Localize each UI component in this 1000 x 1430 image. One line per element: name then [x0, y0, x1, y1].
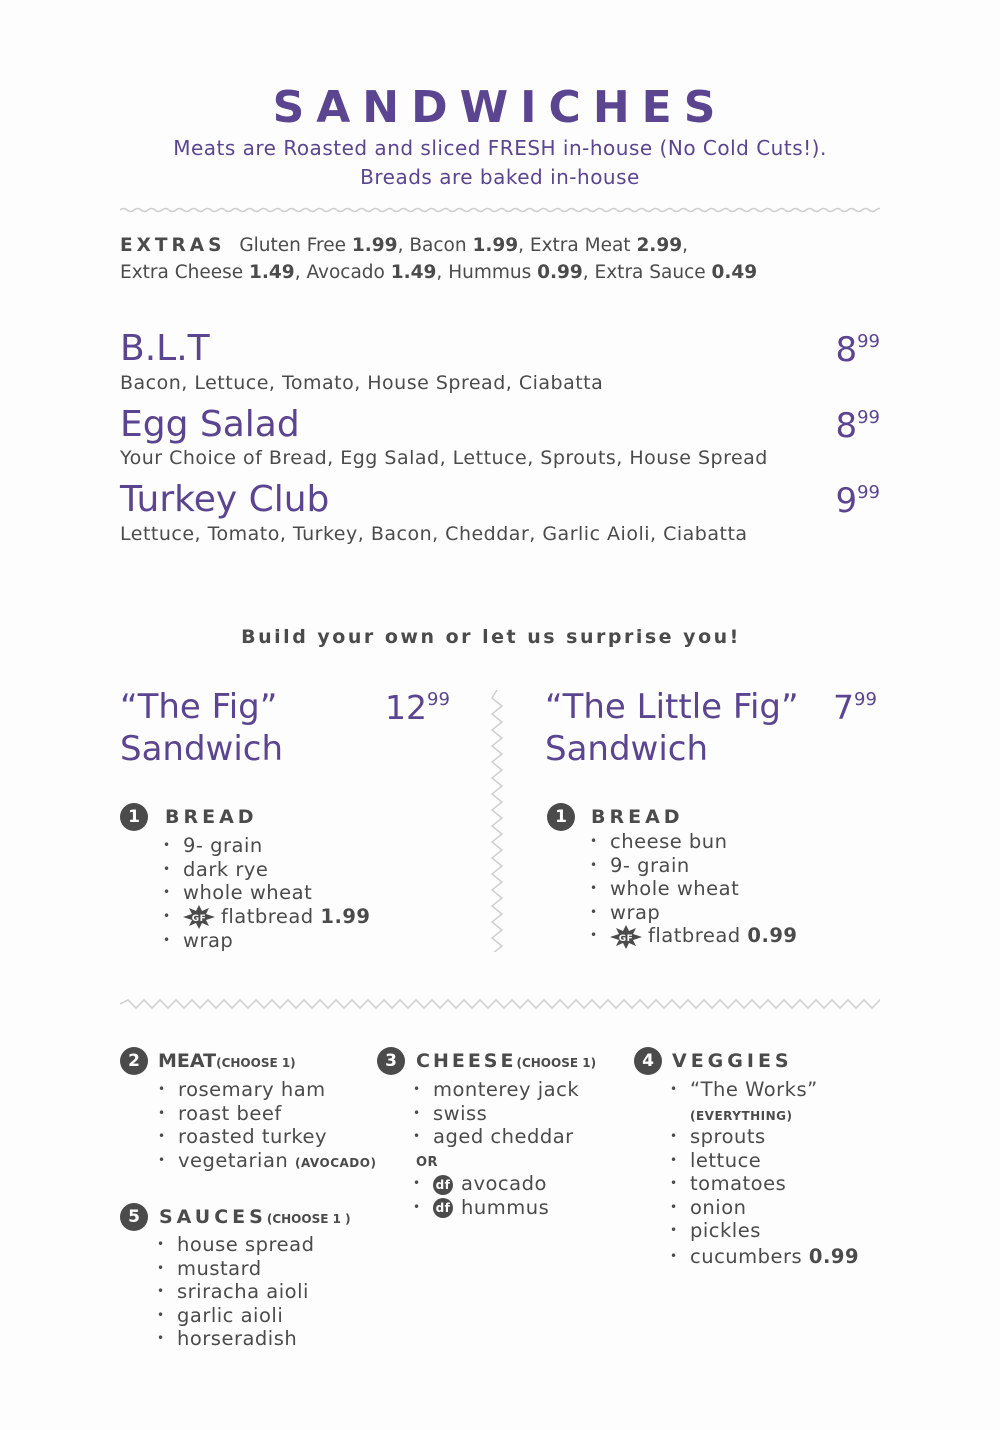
- subtitle-line-2: Breads are baked in-house: [360, 165, 640, 189]
- build-heading: Build your own or let us surprise you!: [241, 626, 741, 648]
- fig-price: $12^{99}$: [385, 688, 450, 727]
- list-item: • GF flatbread 1.99: [163, 905, 371, 930]
- step-1-badge: 1: [120, 803, 148, 831]
- svg-text:GF: • GF: [191, 914, 207, 924]
- list-item: • roast beef: [158, 1102, 376, 1126]
- list-item: • onion: [670, 1196, 859, 1220]
- list-item: • tomatoes: [670, 1172, 859, 1196]
- list-item: • pickles: [670, 1219, 859, 1243]
- little-fig-price: $7^{99}$: [833, 688, 877, 727]
- list-item: • “The Works” (EVERYTHING): [670, 1078, 859, 1125]
- list-item: • wrap: [163, 929, 371, 953]
- extras-label: EXTRAS: [120, 235, 226, 256]
- little-fig-bread-list: [590, 830, 798, 949]
- list-item: • cheese bun: [590, 830, 798, 854]
- extras-block: EXTRAS Gluten Free 1.99, Bacon 1.99, Extra Meat 2.99, Extra Cheese 1.49, Avocado 1.49, Hummus 0.99, Extra Sauce 0.49: [120, 235, 758, 283]
- list-item: • horseradish: [157, 1327, 314, 1351]
- list-item: • garlic aioli: [157, 1304, 314, 1328]
- menu-item-name: Turkey Club: [120, 479, 330, 520]
- zigzag-divider-horizontal: [120, 999, 880, 1009]
- extra-sauce: Extra Sauce 0.49: [594, 262, 758, 283]
- dairy-free-list: [413, 1172, 549, 1219]
- sauces-list: [157, 1233, 314, 1351]
- list-item: • whole wheat: [163, 881, 371, 905]
- veggies-list: [670, 1078, 859, 1268]
- fig-title: “The Fig” Sandwich: [120, 687, 284, 769]
- list-item: • house spread: [157, 1233, 314, 1257]
- list-item: • df hummus: [413, 1196, 549, 1220]
- list-item: • cucumbers 0.99: [670, 1245, 859, 1269]
- menu-item-name: B.L.T: [120, 328, 210, 369]
- cheese-heading: CHEESE(CHOOSE 1): [416, 1050, 597, 1072]
- gluten-free-icon: [183, 905, 215, 929]
- list-item: • 9- grain: [163, 834, 371, 858]
- list-item: • sprouts: [670, 1125, 859, 1149]
- list-item: • dark rye: [163, 858, 371, 882]
- menu-item-price: $8^{99}$: [835, 330, 880, 370]
- extra-cheese: Extra Cheese 1.49: [120, 262, 295, 283]
- list-item: • rosemary ham: [158, 1078, 376, 1102]
- menu-item-price: $9^{99}$: [835, 481, 880, 521]
- menu-item-description: Your Choice of Bread, Egg Salad, Lettuce, Sprouts, House Spread: [120, 447, 768, 469]
- list-item: • monterey jack: [413, 1078, 579, 1102]
- list-item: • roasted turkey: [158, 1125, 376, 1149]
- extra-meat: Extra Meat 2.99: [529, 235, 683, 256]
- dairy-free-icon: df: [433, 1198, 453, 1218]
- extra-hummus: Hummus 0.99: [448, 262, 583, 283]
- zigzag-divider-vertical: [490, 690, 504, 952]
- bread-heading: BREAD: [591, 806, 684, 828]
- menu-item-description: Lettuce, Tomato, Turkey, Bacon, Cheddar, Garlic Aioli, Ciabatta: [120, 523, 748, 545]
- subtitle-line-1: Meats are Roasted and sliced FRESH in-house (No Cold Cuts!).: [173, 136, 827, 160]
- wavy-divider-top: [120, 205, 880, 215]
- list-item: • mustard: [157, 1257, 314, 1281]
- step-1-badge: 1: [547, 803, 575, 831]
- list-item: • GF flatbread 0.99: [590, 924, 798, 949]
- list-item: • sriracha aioli: [157, 1280, 314, 1304]
- fig-bread-list: [163, 834, 371, 953]
- list-item: • whole wheat: [590, 877, 798, 901]
- menu-item-description: Bacon, Lettuce, Tomato, House Spread, Ciabatta: [120, 372, 604, 394]
- cheese-list: [413, 1078, 579, 1149]
- or-label: OR: [416, 1155, 439, 1170]
- page-title: SANDWICHES: [272, 82, 728, 133]
- little-fig-title: “The Little Fig” Sandwich: [545, 687, 799, 769]
- list-item: • df avocado: [413, 1172, 549, 1196]
- step-3-badge: 3: [377, 1047, 405, 1075]
- extra-avocado: Avocado 1.49: [306, 262, 437, 283]
- extra-gluten-free: Gluten Free 1.99: [239, 235, 398, 256]
- svg-text:GF: • GF: [618, 933, 634, 944]
- step-4-badge: 4: [634, 1047, 662, 1075]
- list-item: • swiss: [413, 1102, 579, 1126]
- step-2-badge: 2: [120, 1047, 148, 1075]
- list-item: • wrap: [590, 901, 798, 925]
- meat-heading: MEAT(CHOOSE 1): [158, 1050, 296, 1072]
- menu-item-name: Egg Salad: [120, 404, 300, 445]
- sauces-heading: SAUCES(CHOOSE 1 ): [159, 1206, 351, 1228]
- list-item: • vegetarian (AVOCADO): [158, 1149, 376, 1176]
- extra-bacon: Bacon 1.99: [409, 235, 519, 256]
- gluten-free-icon: [610, 925, 642, 949]
- list-item: • aged cheddar: [413, 1125, 579, 1149]
- menu-item-price: $8^{99}$: [835, 406, 880, 446]
- step-5-badge: 5: [120, 1203, 148, 1231]
- veggies-heading: VEGGIES: [672, 1050, 793, 1072]
- list-item: • lettuce: [670, 1149, 859, 1173]
- meat-list: [158, 1078, 376, 1175]
- dairy-free-icon: df: [433, 1175, 453, 1195]
- list-item: • 9- grain: [590, 854, 798, 878]
- bread-heading: BREAD: [165, 806, 258, 828]
